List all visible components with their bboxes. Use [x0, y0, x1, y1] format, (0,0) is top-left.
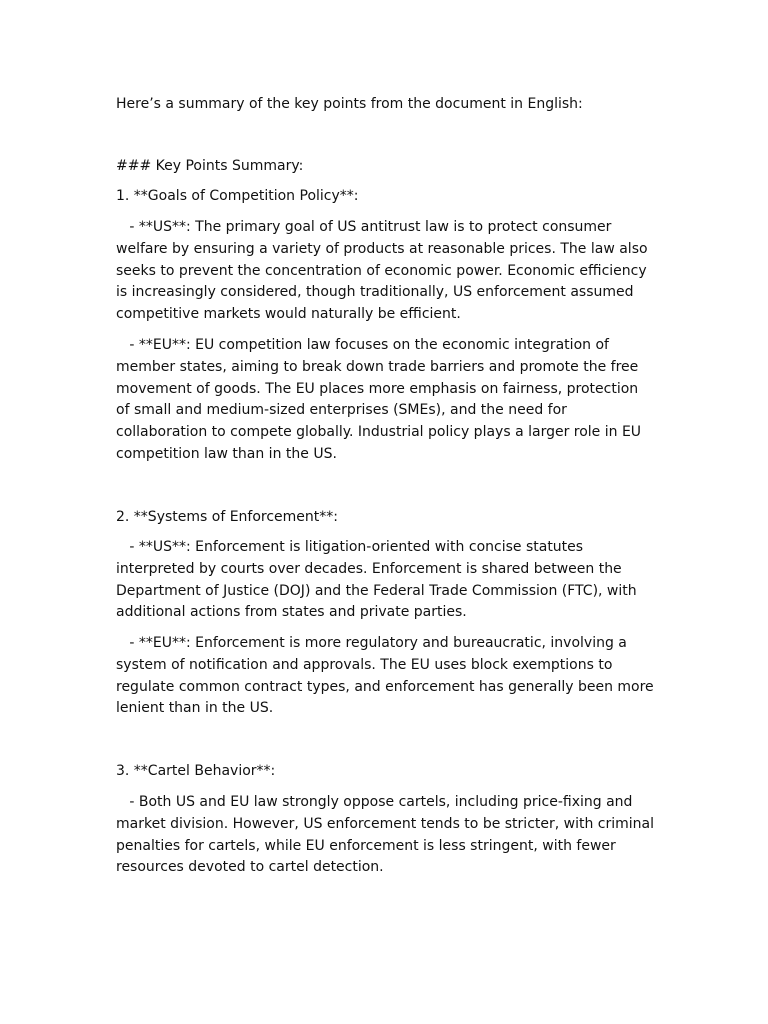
summary-heading: ### Key Points Summary: [116, 158, 304, 174]
section-2-heading: 2. **Systems of Enforcement**: [116, 509, 339, 525]
section-3-heading: 3. **Cartel Behavior**: [116, 763, 276, 779]
intro-text: Here’s a summary of the key points from the document in English: [116, 96, 583, 112]
section-1-eu-paragraph: - **EU**: EU competition law focuses on the economic integration of member states, aiming to break down trade barriers and promote the free movement of goods. The EU places more emphasis on fairness, protection of small and medium-sized enterprises (SMEs), and the need for collaboration to compete globally. Industrial policy plays a larger role in EU competition law than in the US. [116, 337, 646, 462]
section-2-eu-paragraph: - **EU**: Enforcement is more regulatory and bureaucratic, involving a system of notification and approvals. The EU uses block exemptions to regulate common contract types, and enforcement has generally been more lenient than in the US. [116, 635, 659, 717]
section-2-us-paragraph: - **US**: Enforcement is litigation-oriented with concise statutes interpreted by courts over decades. Enforcement is shared between the Department of Justice (DOJ) and the Federal Trade Commission (FTC), with additional actions from states and private parties. [116, 539, 642, 621]
section-1-heading: 1. **Goals of Competition Policy**: [116, 188, 359, 204]
section-3-paragraph: - Both US and EU law strongly oppose cartels, including price-fixing and market division. However, US enforcement tends to be stricter, with criminal penalties for cartels, while EU enforcement is less stringent, with fewer resources devoted to cartel detection. [116, 794, 659, 876]
section-1-us-paragraph: - **US**: The primary goal of US antitrust law is to protect consumer welfare by ensuring a variety of products at reasonable prices. The law also seeks to prevent the concentration of economic power. Economic efficiency is increasingly considered, though traditionally, US enforcement assumed competitive markets would naturally be efficient. [116, 219, 653, 323]
